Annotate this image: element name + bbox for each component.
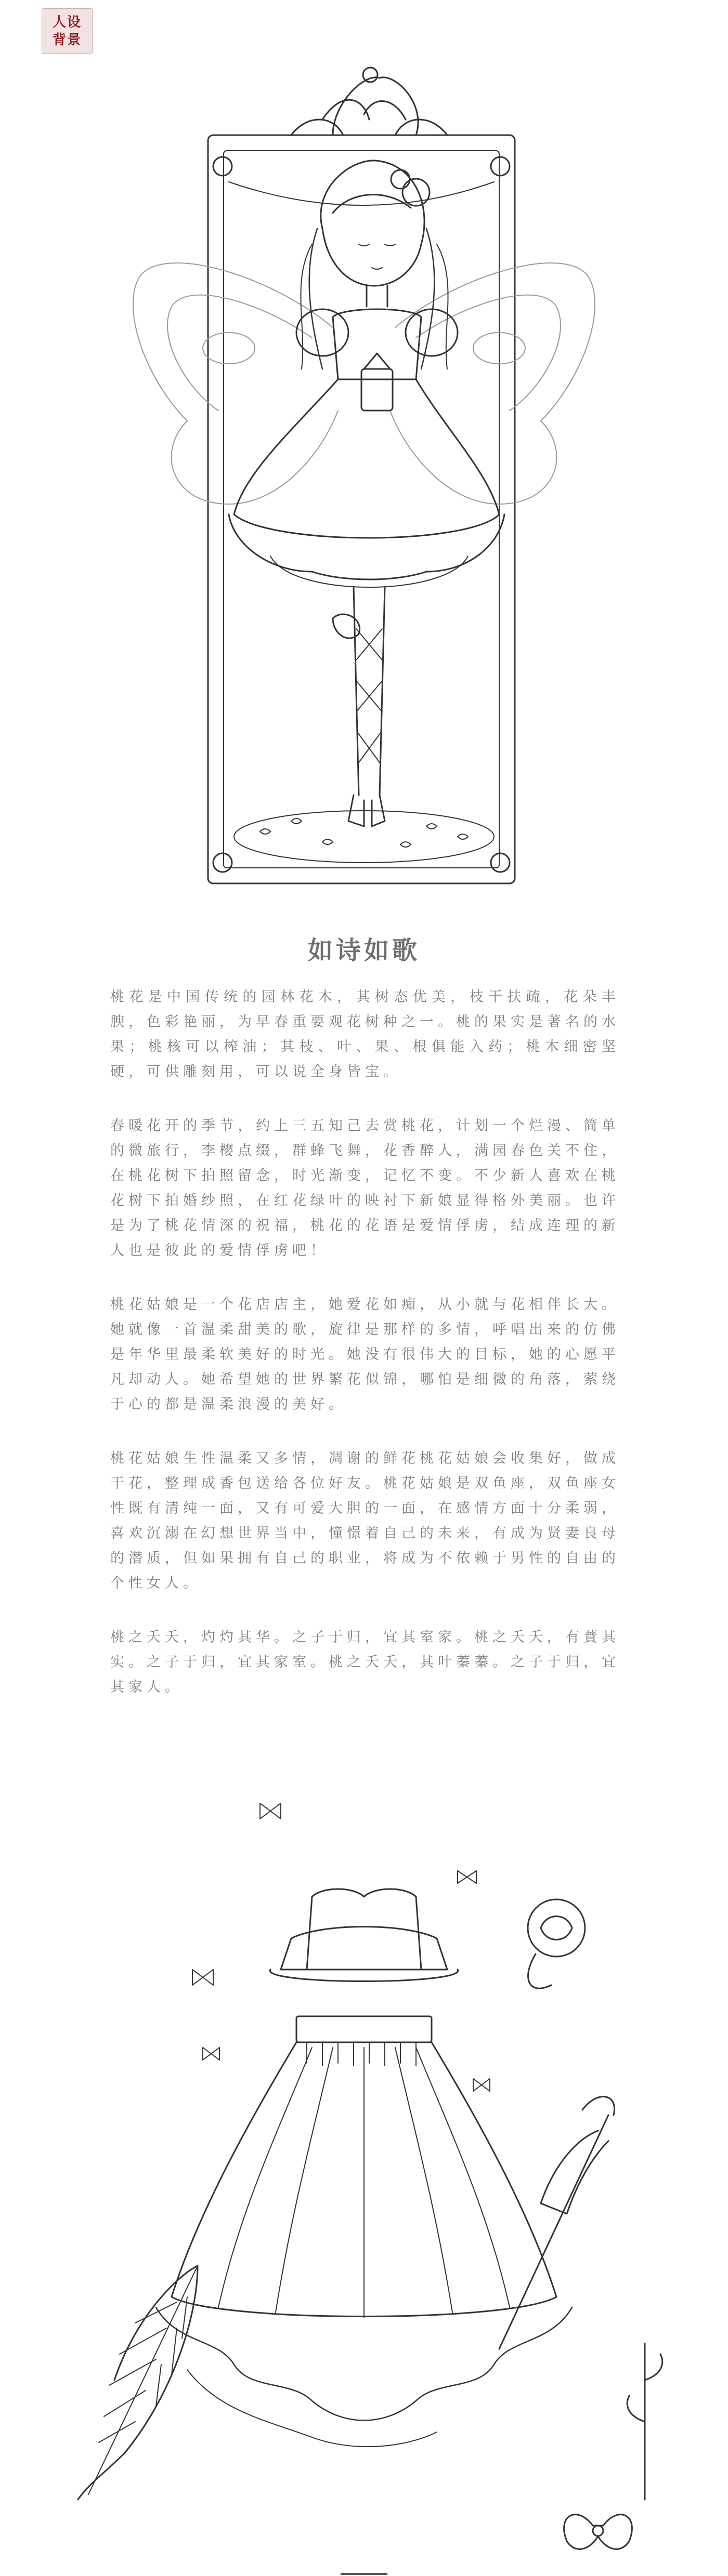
paragraph-1: 桃花是中国传统的园林花木，其树态优美，枝干扶疏，花朵丰腴，色彩艳丽，为早春重要观花树种之一。桃的果实是著名的水果；桃核可以榨油；其枝、叶、果、根俱能入药；桃木细密坚硬，可供雕刻用，可以说全身皆宝。: [110, 989, 620, 1080]
badge-line-1: 人设: [52, 15, 82, 30]
paragraph-5: 桃之夭夭，灼灼其华。之子于归，宜其室家。桃之夭夭，有蕡其实。之子于归，宜其家室。桃之夭夭，其叶蓁蓁。之子于归，宜其家人。: [110, 1629, 620, 1695]
article-title: 如诗如歌: [307, 936, 420, 965]
dress-illustration: [0, 1798, 728, 2567]
paragraph-3: 桃花姑娘是一个花店店主，她爱花如痴，从小就与花相伴长大。她就像一首温柔甜美的歌，旋律是那样的多情，呼唱出来的仿佛是年华里最柔软美好的时光。她没有很伟大的目标，她的心愿平凡却动人。她希望她的世界繁花似锦，哪怕是细微的角落，萦绕于心的都是温柔浪漫的美好。: [110, 1297, 620, 1412]
page-bottom-indicator: [0, 2572, 728, 2576]
paragraph-2: 春暖花开的季节，约上三五知己去赏桃花，计划一个烂漫、简单的微旅行，李樱点缀，群蜂飞舞，花香醉人，满园春色关不住，在桃花树下拍照留念，时光渐变，记忆不变。不少新人喜欢在桃花树下拍婚纱照，在红花绿叶的映衬下新娘显得格外美丽。也许是为了桃花情深的祝福，桃花的花语是爱情俘虏，结成连理的新人也是彼此的爱情俘虏吧！: [110, 1118, 620, 1259]
fairy-girl-illustration: [0, 57, 728, 899]
badge-line-2: 背景: [52, 32, 82, 48]
bottom-indicator-bar: [341, 2573, 387, 2575]
character-background-badge: [42, 8, 93, 54]
paragraph-4: 桃花姑娘生性温柔又多情，凋谢的鲜花桃花姑娘会收集好，做成干花，整理成香包送给各位好友。桃花姑娘是双鱼座，双鱼座女性既有清纯一面，又有可爱大胆的一面，在感情方面十分柔弱，喜欢沉溺在幻想世界当中，憧憬着自己的未来，有成为贤妻良母的潜质，但如果拥有自己的职业，将成为不依赖于男性的自由的个性女人。: [110, 1450, 620, 1591]
article-body: [110, 985, 620, 1729]
